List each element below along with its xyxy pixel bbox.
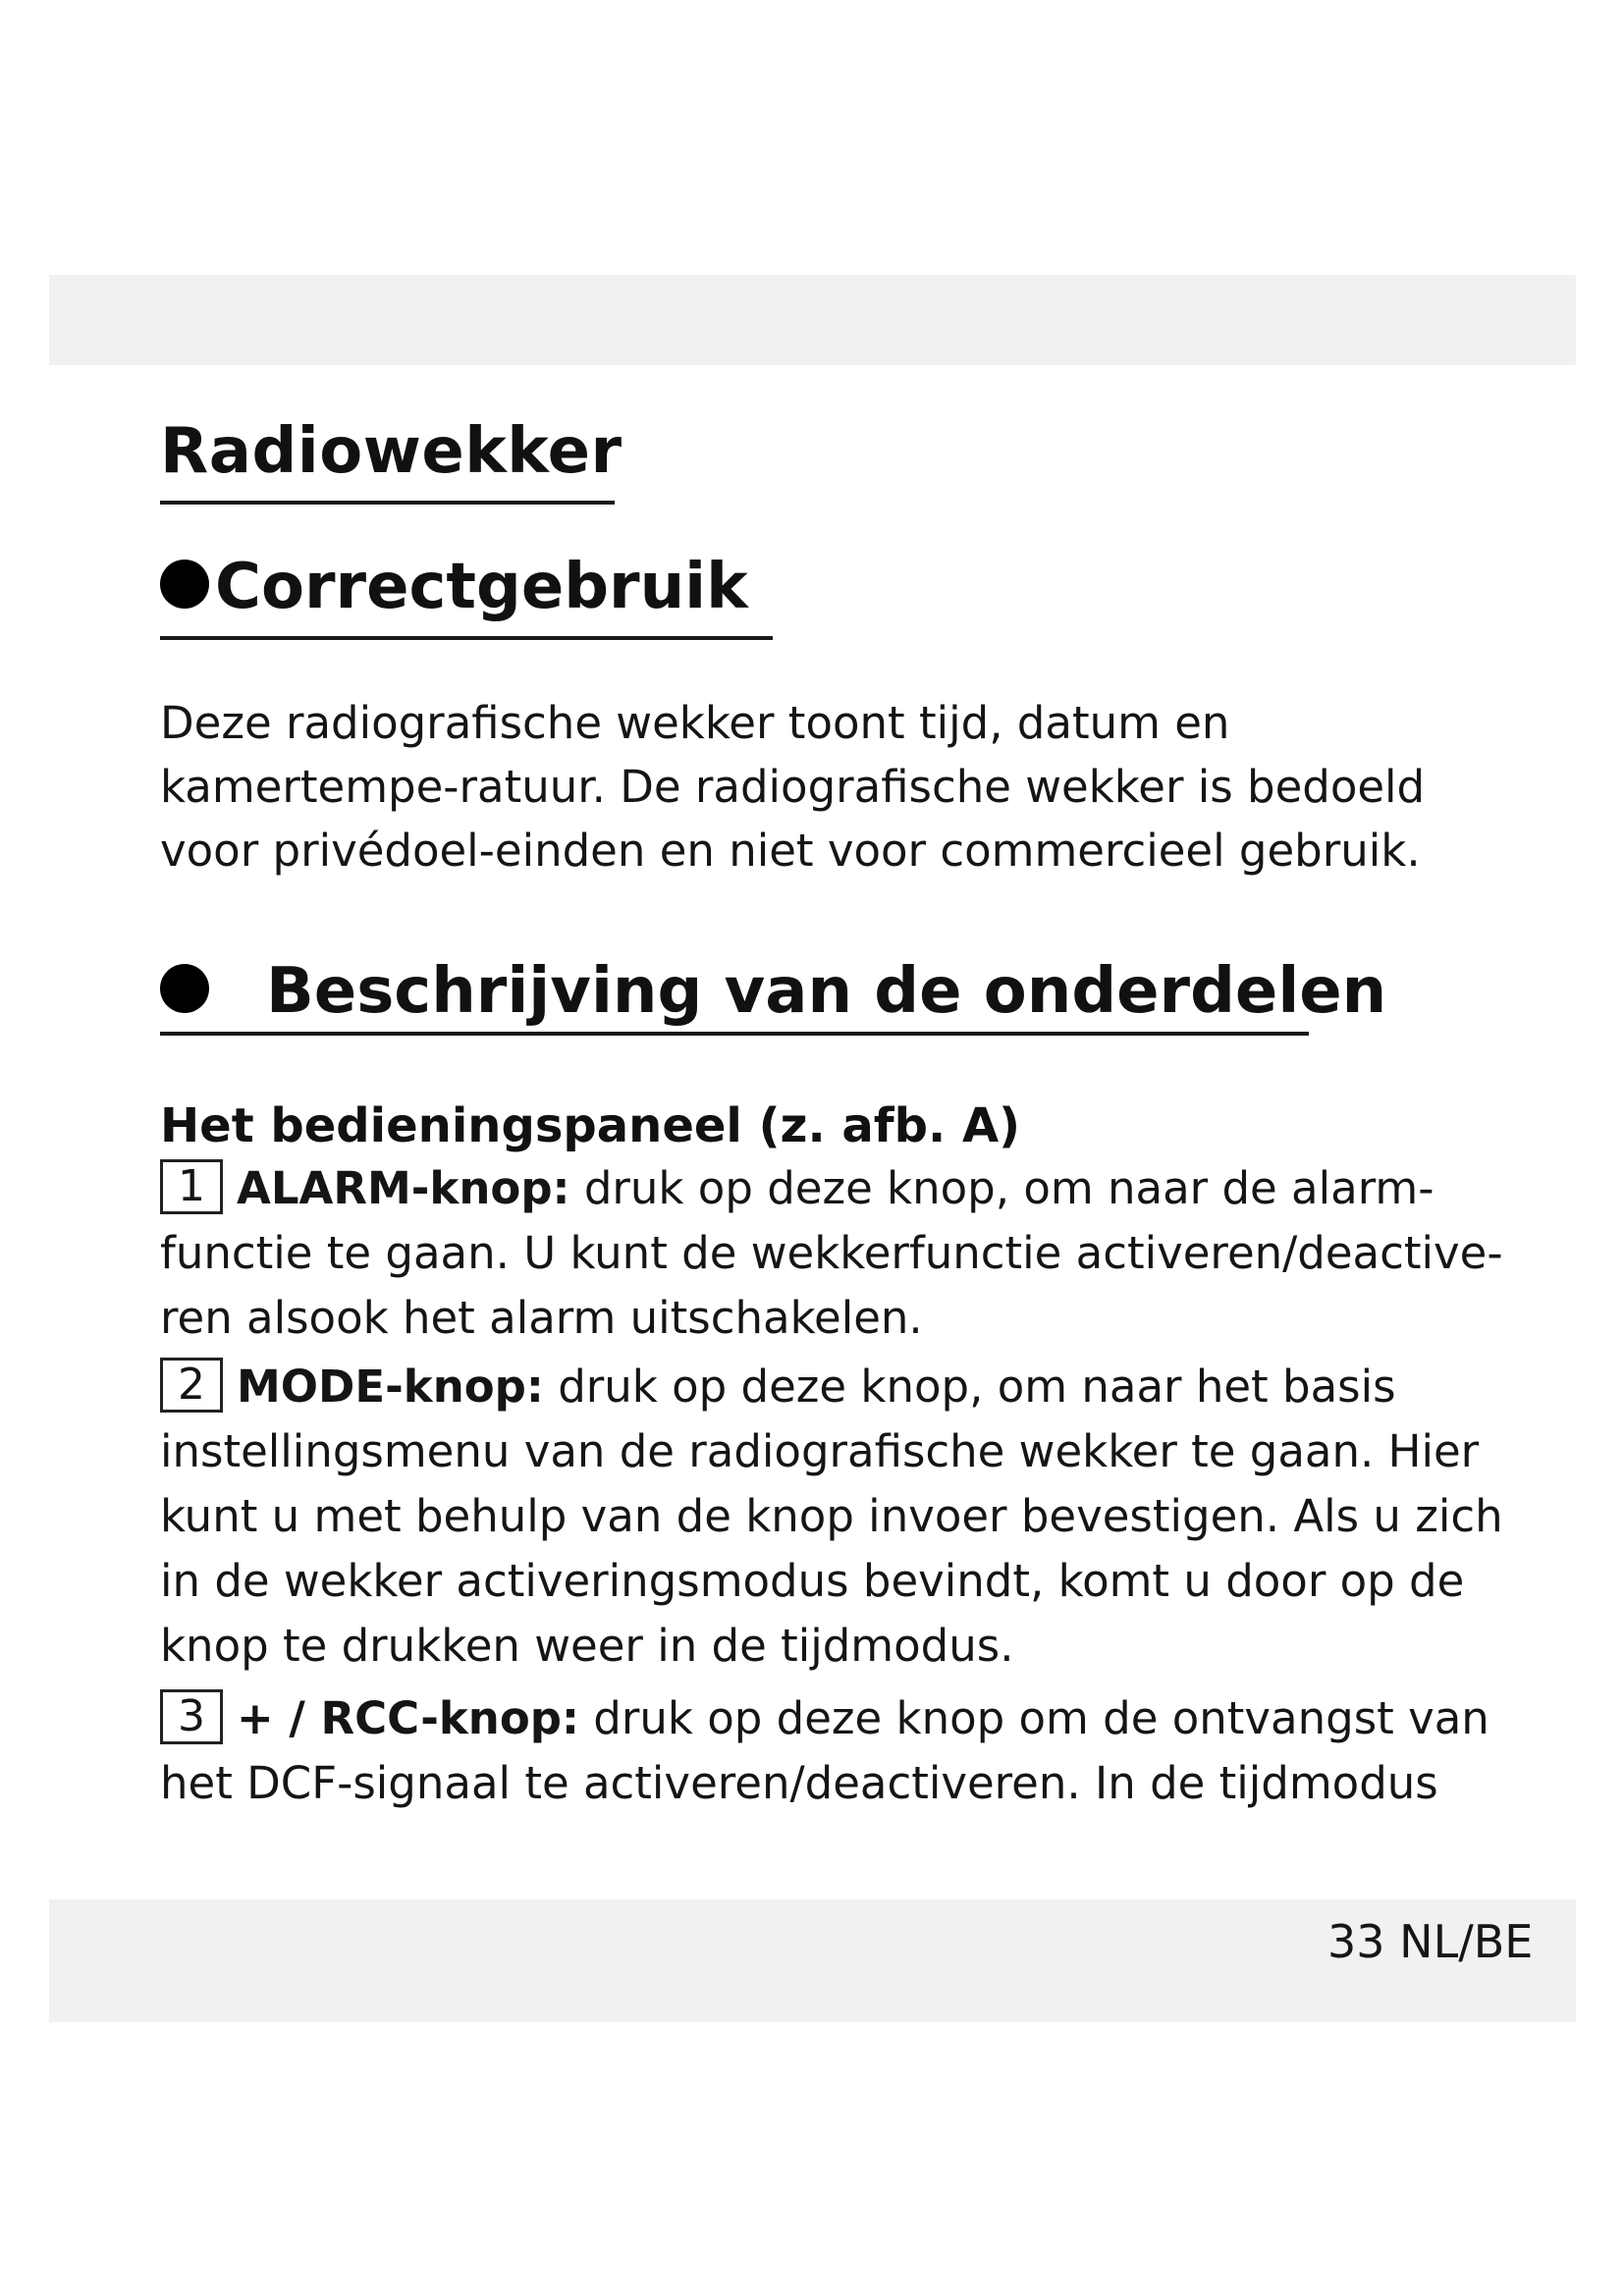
page-number: 33 NL/BE [1327,1915,1534,1968]
part-number-box: 2 [160,1358,223,1413]
control-panel-subheading: Het bedieningspaneel (z. afb. A) [160,1098,1021,1153]
part-description: druk op deze knop, om naar het basis instellingsmenu van de radiografische wekker te gaan. Hier kunt u met behulp van de knop invoer bevestigen. Als u zich in de wekker activeringsmodus bevindt, komt u door op de knop te drukken weer in de tijdmodus. [160,1361,1503,1672]
part-label: ALARM-knop: [237,1162,570,1214]
page-title: Radiowekker [160,415,623,488]
part-label: MODE-knop: [237,1361,544,1413]
part-number-box: 1 [160,1159,223,1214]
part-description: druk op deze knop om de ontvangst van het DCF-signaal te activeren/deactiveren. In de tijdmodus [160,1692,1489,1809]
section-heading-text: Beschrijving van de onderdelen [266,955,1387,1028]
part-description: druk op deze knop, om naar de alarm-functie te gaan. U kunt de wekkerfunctie activeren/deactive-ren alsook het alarm uitschakelen. [160,1162,1503,1344]
section-heading-text: Correctgebruik [215,551,748,623]
part-label: + / RCC-knop: [237,1692,579,1744]
intro-paragraph: Deze radiografische wekker toont tijd, datum en kamertempe-ratuur. De radiografische wekker is bedoeld voor privédoel-einden en niet voor commercieel gebruik. [160,697,1426,877]
part-number-box: 3 [160,1689,223,1744]
